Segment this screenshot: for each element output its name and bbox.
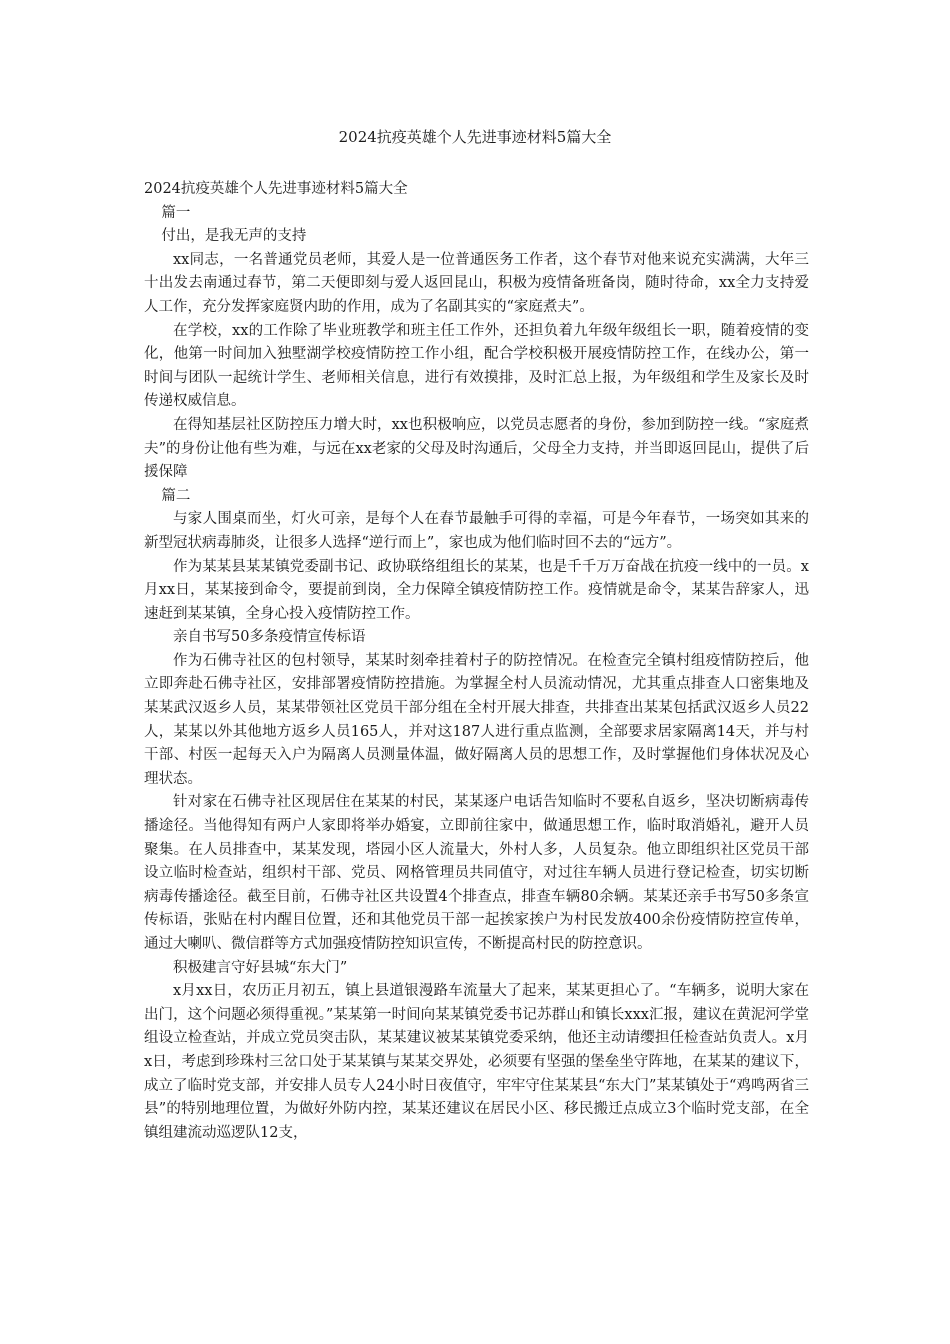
section-subtitle: 积极建言守好县城“东大门” (173, 959, 348, 976)
paragraph: 针对家在石佛寺社区现居住在某某的村民，某某逐户电话告知临时不要私自返乡，坚决切断病毒传播途径。当他得知有两户人家即将举办婚宴，立即前往家中，做通思想工作，临时取消婚礼，避开人员聚集。在人员排查中，某某发现，塔园小区人流量大，外村人多，人员复杂。他立即组织社区党员干部设立临时检查站，组织村干部、党员、网格管理员共同值守，对过往车辆人员进行登记检查，切实切断病毒传播途径。截至目前，石佛寺社区共设置4个排查点，排查车辆80余辆。某某还亲手书写50多条宣传标语，张贴在村内醒目位置，还和其他党员干部一起挨家挨户为村民发放400余份疫情防控宣传单，通过大喇叭、微信群等方式加强疫情防控知识宣传，不断提高村民的防控意识。 (144, 794, 809, 952)
paragraph: x月xx日，农历正月初五，镇上县道银漫路车流量大了起来，某某更担心了。“车辆多，说明大家在出门，这个问题必须得重视。”某某第一时间向某某镇党委书记苏群山和镇长xxx汇报，建议在黄泥河学堂组设立检查站，并成立党员突击队，某某建议被某某镇党委采纳，他还主动请缨担任检查站负责人。x月x日，考虑到珍珠村三岔口处于某某镇与某某交界处，必须要有坚强的堡垒坐守阵地，在某某的建议下，成立了临时党支部，并安排人员专人24小时日夜值守，牢牢守住某某县“东大门”某某镇处于“鸡鸣两省三县”的特别地理位置，为做好外防内控，某某还建议在居民小区、移民搬迁点成立3个临时党支部，在全镇组建流动巡逻队12支， (144, 983, 809, 1141)
paragraph: 作为某某县某某镇党委副书记、政协联络组组长的某某，也是千千万万奋战在抗疫一线中的一员。x月xx日，某某接到命令，要提前到岗，全力保障全镇疫情防控工作。疫情就是命令，某某告辞家人，迅速赶到某某镇，全身心投入疫情防控工作。 (144, 558, 809, 622)
section-subtitle: 亲自书写50多条疫情宣传标语 (173, 629, 366, 646)
document-heading: 2024抗疫英雄个人先进事迹材料5篇大全 (144, 181, 408, 197)
section-label: 篇一 (161, 204, 191, 221)
document-body (144, 178, 809, 1145)
section-subtitle: 付出，是我无声的支持 (161, 228, 307, 245)
paragraph: 作为石佛寺社区的包村领导，某某时刻牵挂着村子的防控情况。在检查完全镇村组疫情防控后，他立即奔赴石佛寺社区，安排部署疫情防控措施。为掌握全村人员流动情况，尤其重点排查人口密集地及某某武汉返乡人员，某某带领社区党员干部分组在全村开展大排查，共排查出某某包括武汉返乡人员22人，某某以外其他地方返乡人员165人，并对这187人进行重点监测，全部要求居家隔离14天，并与村干部、村医一起每天入户为隔离人员测量体温，做好隔离人员的思想工作，及时掌握他们身体状况及心理状态。 (144, 652, 809, 787)
paragraph: xx同志，一名普通党员老师，其爱人是一位普通医务工作者，这个春节对他来说充实满满，大年三十出发去南通过春节，第二天便即刻与爱人返回昆山，积极为疫情备班备岗，随时待命，xx全力支持爱人工作，充分发挥家庭贤内助的作用，成为了名副其实的“家庭煮夫”。 (144, 251, 809, 315)
section-label: 篇二 (161, 487, 191, 504)
paragraph: 与家人围桌而坐，灯火可亲，是每个人在春节最触手可得的幸福，可是今年春节，一场突如其来的新型冠状病毒肺炎，让很多人选择“逆行而上”，家也成为他们临时回不去的“远方”。 (144, 511, 809, 551)
paragraph: 在学校，xx的工作除了毕业班教学和班主任工作外，还担负着九年级年级组长一职，随着疫情的变化，他第一时间加入独墅湖学校疫情防控工作小组，配合学校积极开展疫情防控工作，在线办公，第一时间与团队一起统计学生、老师相关信息，进行有效摸排，及时汇总上报，为年级组和学生及家长及时传递权威信息。 (144, 322, 809, 410)
paragraph: 在得知基层社区防控压力增大时，xx也积极响应，以党员志愿者的身份，参加到防控一线。“家庭煮夫”的身份让他有些为难，与远在xx老家的父母及时沟通后，父母全力支持，并当即返回昆山，提供了后援保障 (144, 416, 809, 481)
document-title: 2024抗疫英雄个人先进事迹材料5篇大全 (338, 128, 612, 146)
